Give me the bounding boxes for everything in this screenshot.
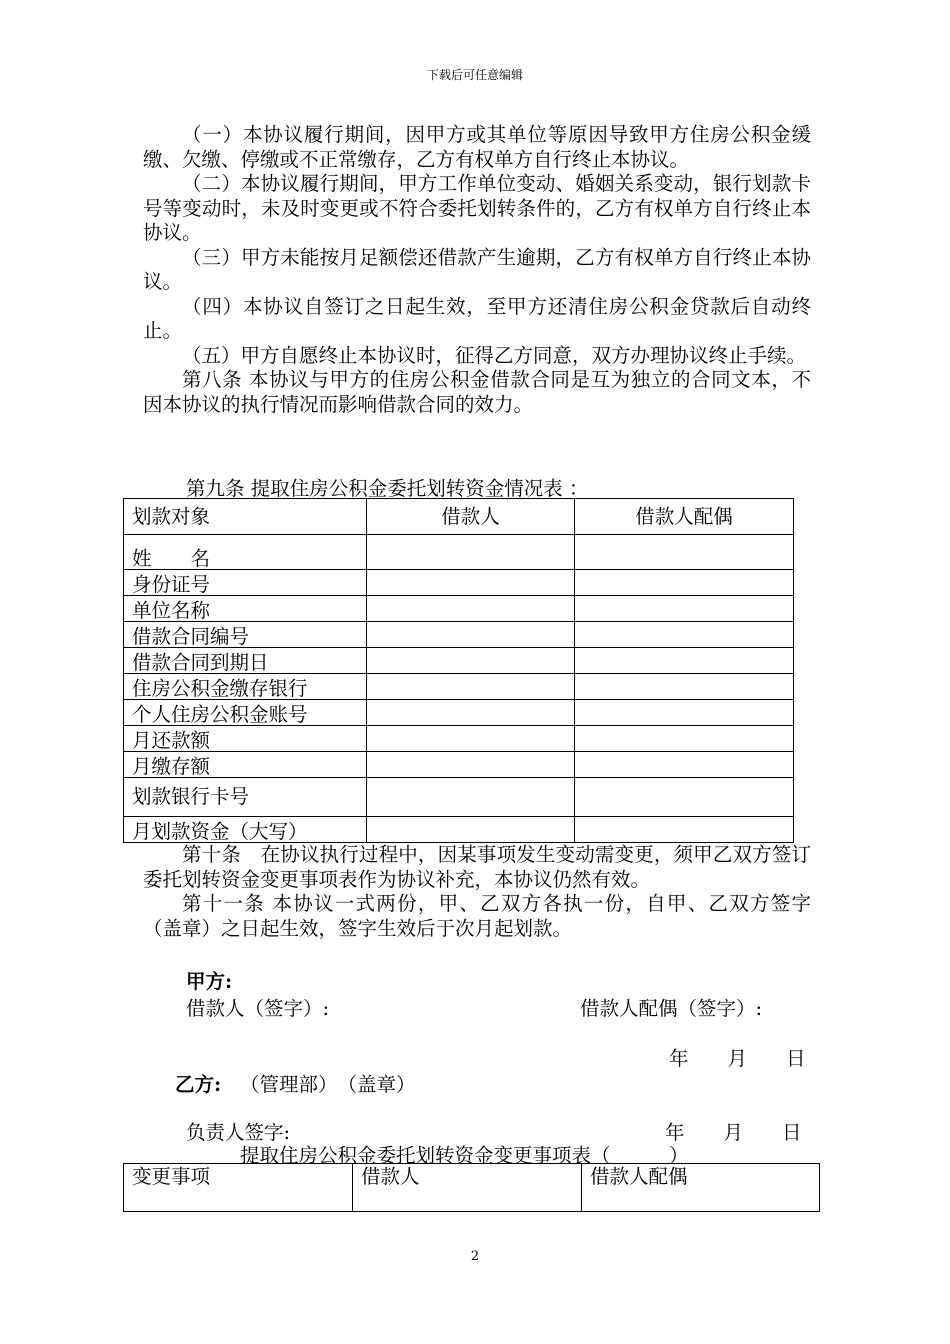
spouse-signature-label: 借款人配偶（签字）: [580, 997, 763, 1020]
article-10: 第十条 在协议执行过程中，因某事项发生变动需变更，须甲乙双方签订委托划转资金变更事项表作为协议补充，本协议仍然有效。 [143, 843, 811, 891]
party-b-detail: （管理部） （盖章） [240, 1073, 416, 1096]
borrower-cell[interactable] [367, 700, 575, 726]
table-row [124, 752, 794, 778]
change-items-table [123, 1163, 820, 1212]
article-11: 第十一条 本协议一式两份，甲、乙双方各执一份，自甲、乙双方签字（盖章）之日起生效，签字生效后于次月起划款。 [143, 892, 811, 940]
borrower-cell[interactable] [367, 726, 575, 752]
header-cell: 借款人配偶 [582, 1164, 820, 1212]
clause-1: （一）本协议履行期间，因甲方或其单位等原因导致甲方住房公积金缓缴、欠缴、停缴或不正常缴存，乙方有权单方自行终止本协议。 [143, 123, 811, 171]
clause-3: （三）甲方未能按月足额偿还借款产生逾期，乙方有权单方自行终止本协议。 [143, 245, 811, 293]
row-label: 身份证号 [124, 570, 367, 596]
row-label: 住房公积金缴存银行 [124, 674, 367, 700]
header-cell: 变更事项 [124, 1164, 353, 1212]
table-row [124, 648, 794, 674]
table-header-row [124, 499, 794, 535]
borrower-cell[interactable] [367, 648, 575, 674]
table-row [124, 700, 794, 726]
spouse-cell[interactable] [575, 726, 794, 752]
party-a-label: 甲方: [186, 970, 233, 993]
row-label: 月缴存额 [124, 752, 367, 778]
borrower-cell[interactable] [367, 596, 575, 622]
transfer-funds-table [123, 498, 794, 843]
header-cell: 借款人配偶 [575, 499, 794, 535]
clause-2: （二）本协议履行期间，甲方工作单位变动、婚姻关系变动，银行划款卡号等变动时，未及时变更或不符合委托划转条件的，乙方有权单方自行终止本协议。 [143, 172, 811, 244]
spouse-cell[interactable] [575, 596, 794, 622]
row-label: 单位名称 [124, 596, 367, 622]
row-label: 姓 名 [124, 535, 367, 570]
spouse-cell[interactable] [575, 817, 794, 843]
spouse-cell[interactable] [575, 778, 794, 817]
borrower-cell[interactable] [367, 535, 575, 570]
spouse-cell[interactable] [575, 622, 794, 648]
borrower-cell[interactable] [367, 752, 575, 778]
date-line-1: 年 月 日 [669, 1047, 806, 1070]
table-row [124, 674, 794, 700]
header-cell: 借款人 [367, 499, 575, 535]
spouse-cell[interactable] [575, 648, 794, 674]
row-label: 借款合同到期日 [124, 648, 367, 674]
borrower-cell[interactable] [367, 674, 575, 700]
spouse-cell[interactable] [575, 752, 794, 778]
borrower-signature-label: 借款人（签字）: [186, 997, 330, 1020]
page-number: 2 [470, 1249, 480, 1264]
spouse-cell[interactable] [575, 535, 794, 570]
responsible-signature-label: 负责人签字: [186, 1121, 291, 1144]
row-label: 个人住房公积金账号 [124, 700, 367, 726]
clause-4: （四）本协议自签订之日起生效，至甲方还清住房公积金贷款后自动终止。 [143, 294, 811, 342]
borrower-cell[interactable] [367, 622, 575, 648]
row-label: 借款合同编号 [124, 622, 367, 648]
row-label: 月划款资金（大写） [124, 817, 367, 843]
table-row [124, 726, 794, 752]
article-8: 第八条 本协议与甲方的住房公积金借款合同是互为独立的合同文本，不因本协议的执行情况而影响借款合同的效力。 [143, 368, 811, 416]
row-label: 月还款额 [124, 726, 367, 752]
row-label: 划款银行卡号 [124, 778, 367, 817]
section-articles-10-11 [143, 843, 811, 941]
page-header: 下载后可任意编辑 [426, 68, 523, 82]
borrower-cell[interactable] [367, 570, 575, 596]
spouse-cell[interactable] [575, 700, 794, 726]
change-table-title-text: 提取住房公积金委托划转资金变更事项表（ [240, 1144, 611, 1167]
table-row [124, 778, 794, 817]
date-line-2: 年 月 日 [665, 1121, 802, 1144]
party-b-label: 乙方: [175, 1073, 222, 1096]
borrower-cell[interactable] [367, 817, 575, 843]
table-header-row [124, 1164, 820, 1212]
table9-title: 第九条 提取住房公积金委托划转资金情况表 ： [186, 477, 589, 500]
table-row [124, 535, 794, 570]
borrower-cell[interactable] [367, 778, 575, 817]
section-termination-clauses [143, 123, 811, 417]
clause-5: （五）甲方自愿终止本协议时，征得乙方同意，双方办理协议终止手续。 [182, 343, 807, 367]
table-row [124, 817, 794, 843]
header-cell: 借款人 [353, 1164, 582, 1212]
header-cell: 划款对象 [124, 499, 367, 535]
table-row [124, 622, 794, 648]
change-table-title-end: ） [669, 1144, 689, 1167]
table-row [124, 596, 794, 622]
table-row [124, 570, 794, 596]
spouse-cell[interactable] [575, 674, 794, 700]
spouse-cell[interactable] [575, 570, 794, 596]
